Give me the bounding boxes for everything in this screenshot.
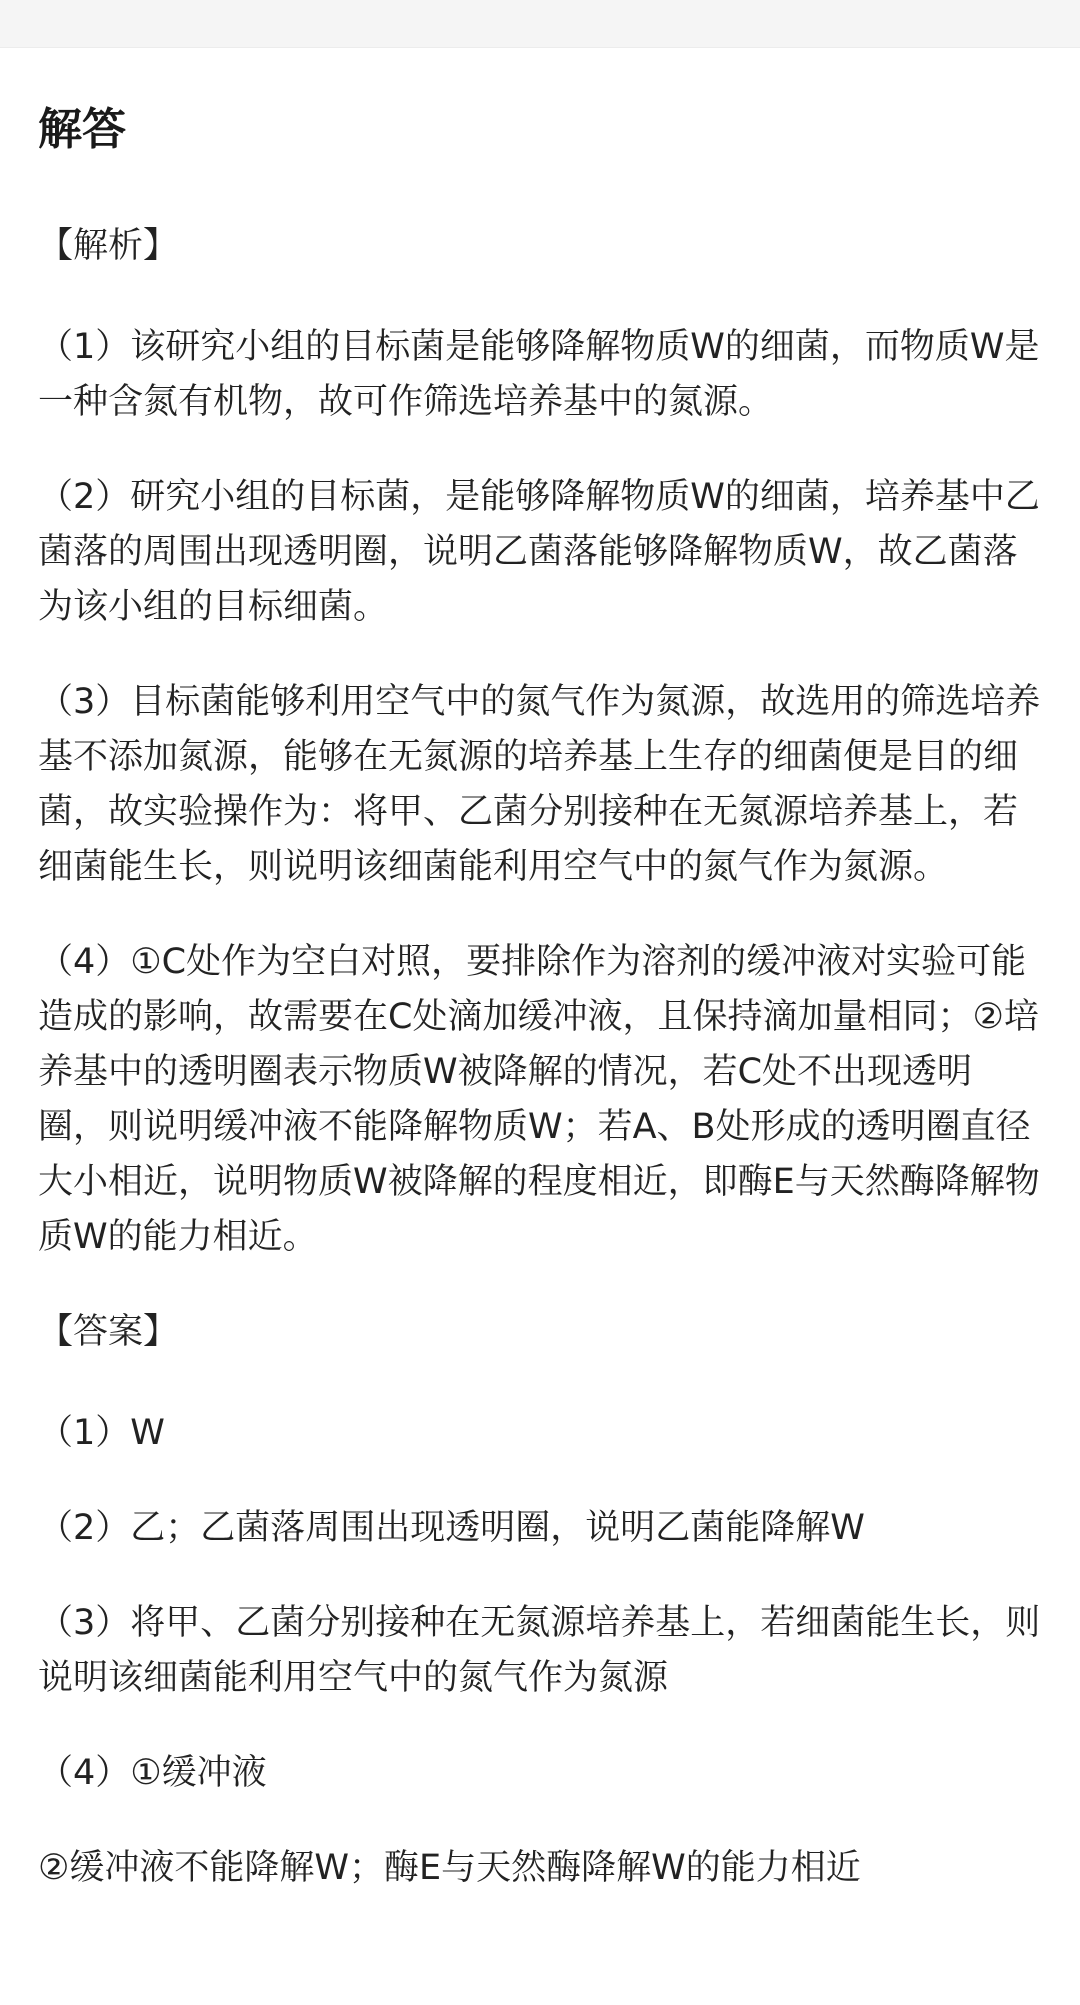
section-title: 解答	[38, 104, 126, 155]
analysis-paragraph-2: （2）研究小组的目标菌，是能够降解物质W的细菌，培养基中乙菌落的周围出现透明圈，说明乙菌落能够降解物质W，故乙菌落为该小组的目标细菌。	[38, 477, 1040, 627]
answer-section	[0, 104, 1080, 1896]
analysis-label: 【解析】	[38, 226, 179, 266]
answer-label: 【答案】	[38, 1312, 179, 1352]
analysis-paragraph-1: （1）该研究小组的目标菌是能够降解物质W的细菌，而物质W是一种含氮有机物，故可作筛选培养基中的氮源。	[38, 327, 1040, 422]
answer-item-5: ②缓冲液不能降解W；酶E与天然酶降解W的能力相近	[38, 1848, 861, 1888]
answer-item-3: （3）将甲、乙菌分别接种在无氮源培养基上，若细菌能生长，则说明该细菌能利用空气中的氮气作为氮源	[38, 1603, 1041, 1698]
answer-item-1: （1）W	[38, 1413, 165, 1453]
analysis-paragraph-3: （3）目标菌能够利用空气中的氮气作为氮源，故选用的筛选培养基不添加氮源，能够在无氮源的培养基上生存的细菌便是目的细菌，故实验操作为：将甲、乙菌分别接种在无氮源培养基上，若细菌能生长，则说明该细菌能利用空气中的氮气作为氮源。	[38, 682, 1041, 887]
answer-item-2: （2）乙；乙菌落周围出现透明圈，说明乙菌能降解W	[38, 1508, 865, 1548]
top-strip	[0, 0, 1080, 48]
answer-item-4: （4）①缓冲液	[38, 1753, 267, 1793]
analysis-paragraph-4: （4）①C处作为空白对照，要排除作为溶剂的缓冲液对实验可能造成的影响，故需要在C处滴加缓冲液，且保持滴加量相同；②培养基中的透明圈表示物质W被降解的情况，若C处不出现透明圈，则说明缓冲液不能降解物质W；若A、B处形成的透明圈直径大小相近，说明物质W被降解的程度相近，即酶E与天然酶降解物质W的能力相近。	[38, 942, 1040, 1257]
